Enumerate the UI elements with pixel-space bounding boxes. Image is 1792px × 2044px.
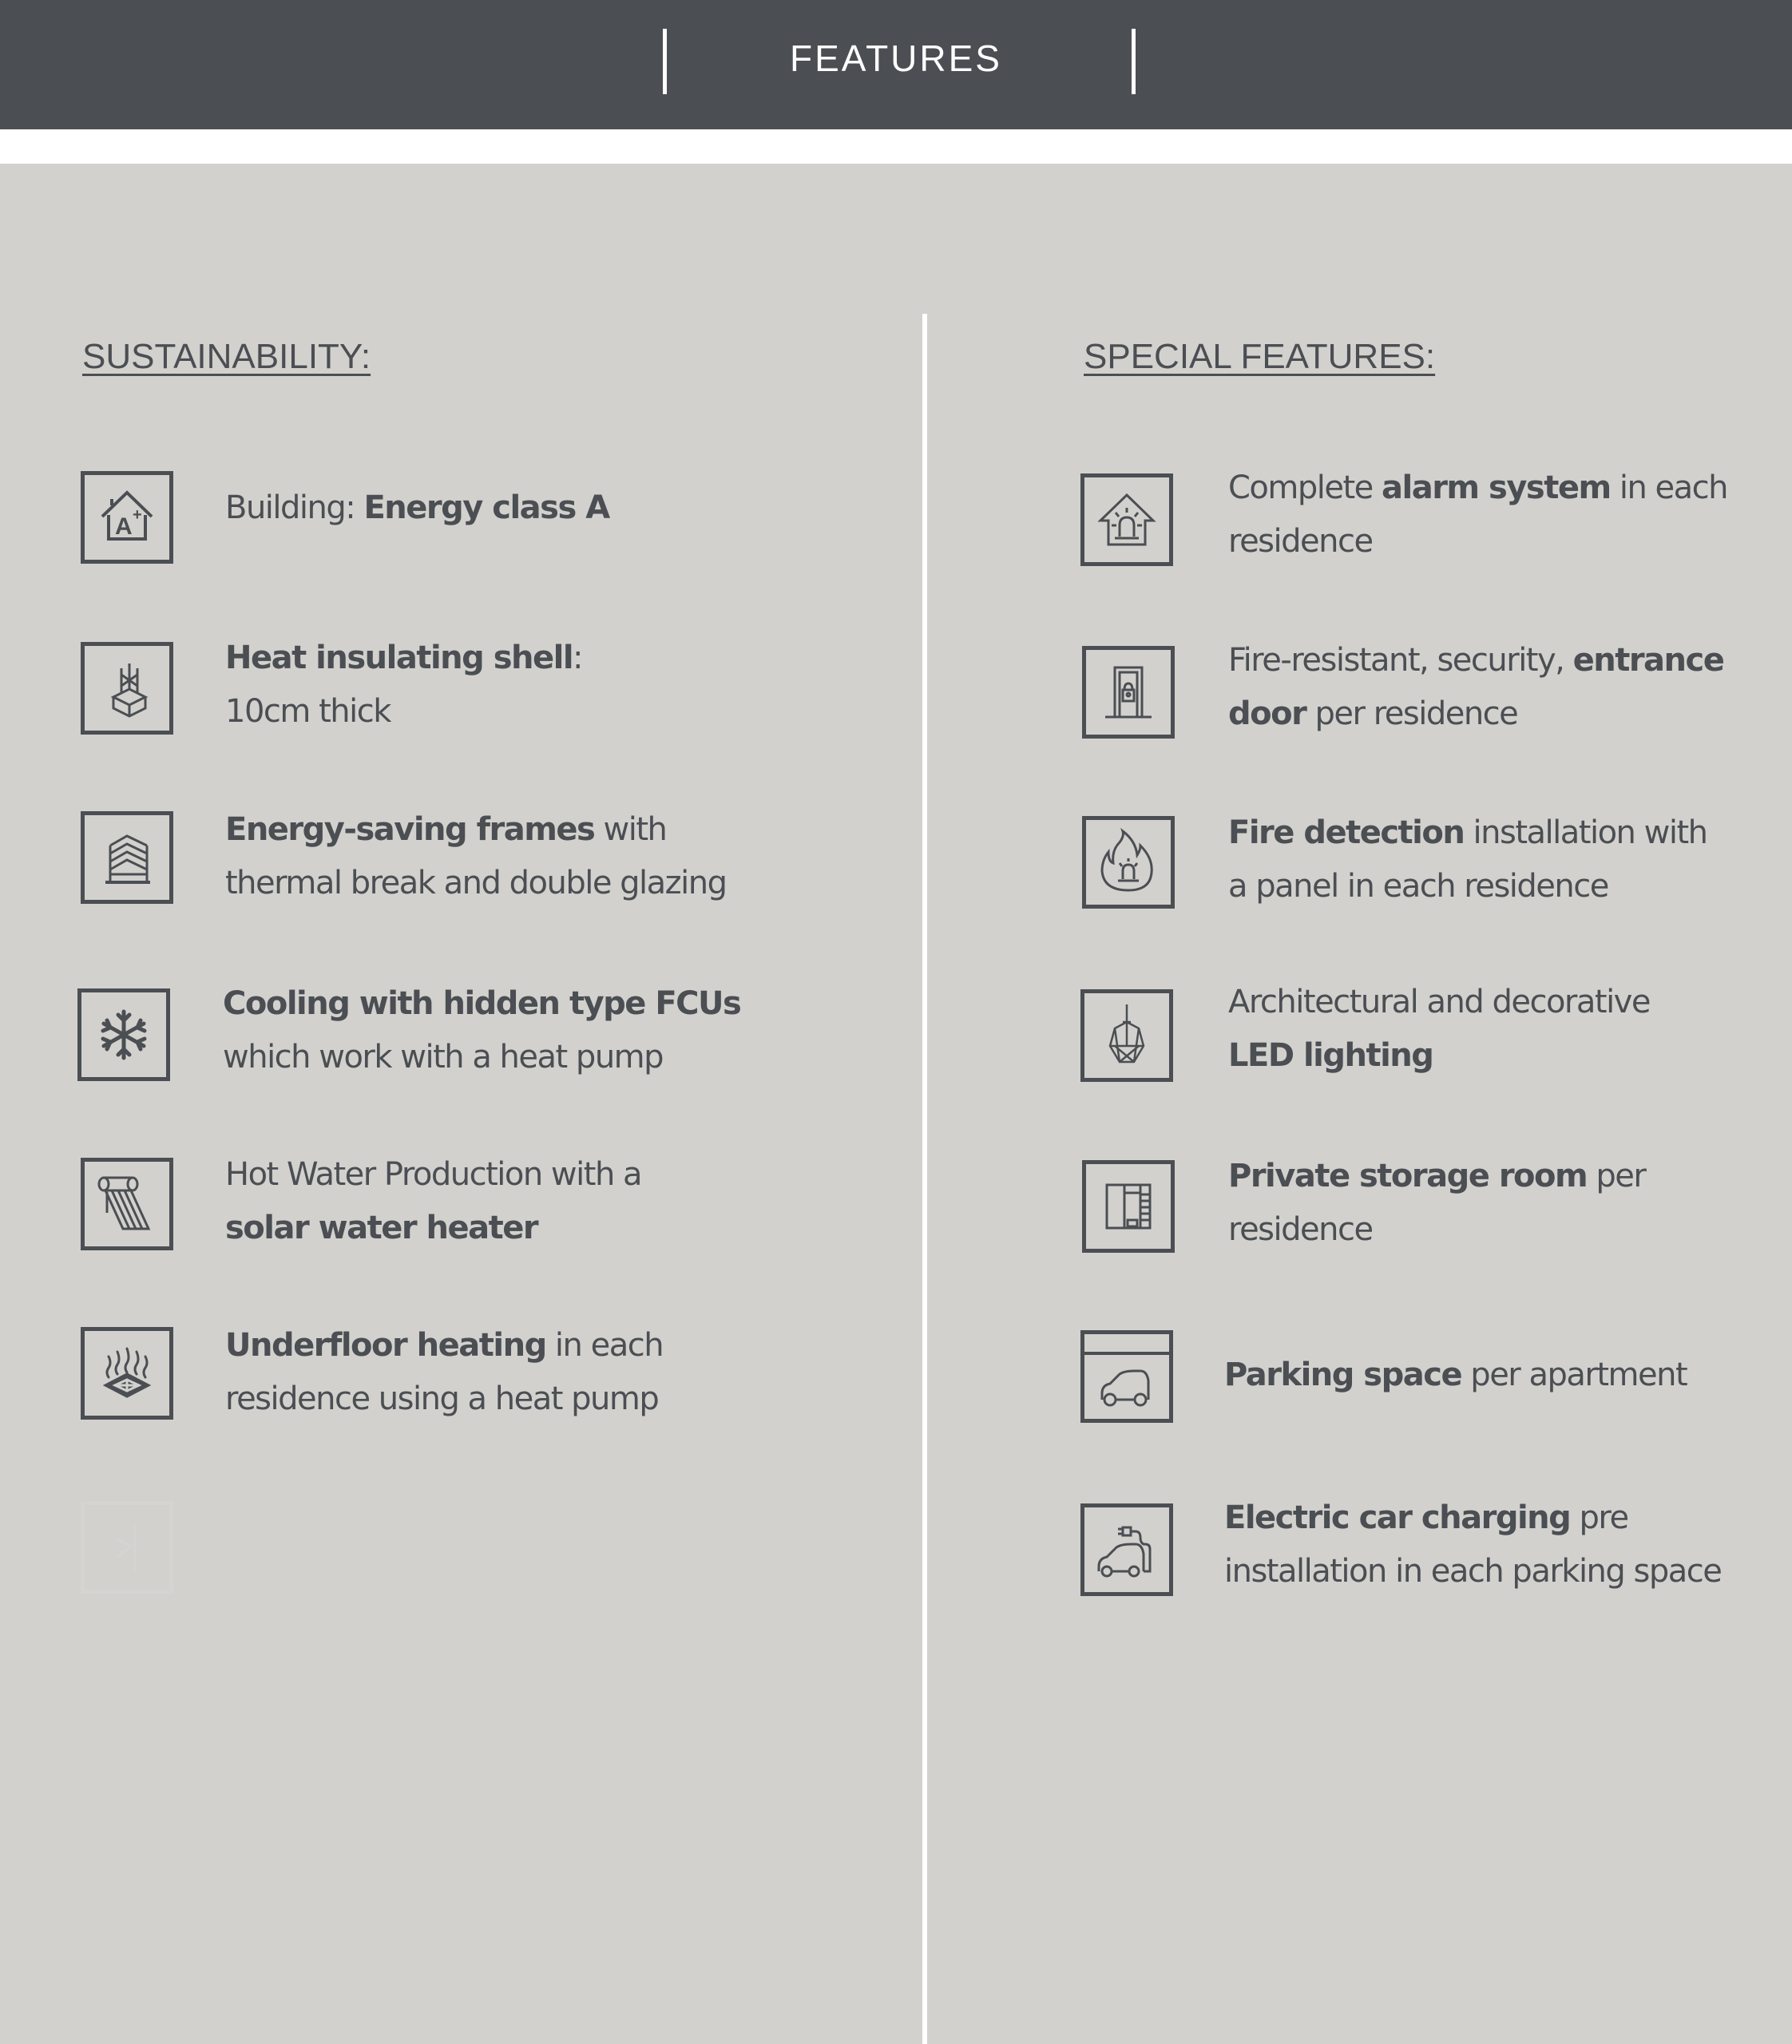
item-text-line	[1228, 515, 1727, 568]
item-text-line	[225, 857, 727, 910]
emphasis-text: entrance	[1572, 642, 1724, 679]
body-text: 10cm thick	[225, 693, 391, 730]
item-text	[225, 1148, 641, 1255]
item-text	[225, 632, 582, 739]
item-text-line	[1228, 1203, 1645, 1257]
body-text: which work with a heat pump	[223, 1039, 664, 1075]
body-text: Building:	[225, 489, 364, 526]
body-text: residence	[1228, 523, 1373, 560]
header-bar	[0, 0, 1792, 129]
emphasis-text: Electric car charging	[1224, 1499, 1571, 1536]
faded-placeholder-icon	[81, 1501, 173, 1594]
item-text	[223, 977, 740, 1084]
emphasis-text: Energy class A	[363, 489, 609, 526]
body-text: residence	[1228, 1211, 1373, 1248]
body-text: Architectural and decorative	[1228, 984, 1650, 1020]
item-text	[1224, 1349, 1687, 1402]
item-text-line	[1228, 461, 1727, 515]
storage-room-icon	[1082, 1160, 1175, 1253]
item-text-line	[1228, 687, 1723, 741]
body-text: :	[573, 640, 583, 676]
body-text: with	[594, 811, 667, 848]
svg-text:+: +	[133, 506, 142, 524]
item-text-line	[225, 1319, 663, 1373]
body-text: Hot Water Production with a	[225, 1156, 642, 1193]
body-text: thermal break and double glazing	[225, 865, 727, 901]
body-text: per apartment	[1461, 1357, 1687, 1393]
underfloor-heating-icon	[81, 1327, 173, 1420]
emphasis-text: Fire detection	[1228, 814, 1465, 851]
item-text-line	[225, 803, 727, 857]
item-text	[225, 803, 727, 910]
fire-detection-icon	[1082, 816, 1175, 909]
emphasis-text: solar water heater	[225, 1210, 538, 1246]
emphasis-text: Parking space	[1224, 1357, 1462, 1393]
item-text-line	[225, 1148, 641, 1202]
item-text-line	[225, 1202, 641, 1255]
body-text: Complete	[1228, 469, 1382, 506]
emphasis-text: door	[1228, 695, 1306, 732]
body-text: in each	[1610, 469, 1728, 506]
body-text: in each	[545, 1327, 664, 1364]
body-text: Fire-resistant, security,	[1228, 642, 1573, 679]
body-text: residence using a heat pump	[225, 1380, 659, 1417]
pendant-lamp-icon	[1080, 989, 1173, 1082]
header-divider-right	[1132, 29, 1136, 94]
item-text-line	[1228, 1150, 1645, 1203]
body-text: per residence	[1306, 695, 1518, 732]
snowflake-icon	[77, 988, 170, 1081]
item-text	[1228, 806, 1707, 913]
item-text-line	[1228, 806, 1707, 860]
column-divider	[922, 314, 927, 2044]
item-text	[1228, 634, 1723, 741]
emphasis-text: Underfloor heating	[225, 1327, 546, 1364]
window-frames-icon	[81, 811, 173, 904]
svg-text:A: A	[115, 513, 133, 540]
item-text-line	[225, 685, 582, 739]
parking-car-icon	[1080, 1330, 1173, 1423]
item-text-line	[1228, 1029, 1650, 1083]
emphasis-text: Energy-saving frames	[225, 811, 595, 848]
item-text-line	[1228, 634, 1723, 687]
item-text-line	[1224, 1545, 1721, 1598]
solar-water-heater-icon	[81, 1158, 173, 1250]
item-text-line	[1228, 976, 1650, 1029]
item-text	[225, 481, 609, 535]
item-text-line	[1224, 1491, 1721, 1545]
body-text: per	[1587, 1158, 1646, 1194]
header-white-band	[0, 129, 1792, 164]
item-text	[225, 1319, 663, 1426]
item-text-line	[223, 977, 740, 1031]
alarm-house-icon	[1080, 473, 1173, 566]
item-text-line	[1228, 860, 1707, 913]
body-text: pre	[1570, 1499, 1628, 1536]
item-text	[1224, 1491, 1721, 1598]
item-text-line	[225, 632, 582, 685]
emphasis-text: Heat insulating shell	[225, 640, 573, 676]
item-text	[1228, 461, 1727, 568]
item-text-line	[225, 1373, 663, 1426]
insulated-shell-icon	[81, 642, 173, 735]
energy-class-house-icon	[81, 471, 173, 564]
emphasis-text: Private storage room	[1228, 1158, 1588, 1194]
emphasis-text: alarm system	[1382, 469, 1611, 506]
body-text: installation in each parking space	[1224, 1553, 1722, 1590]
body-text: a panel in each residence	[1228, 868, 1608, 905]
ev-charging-icon	[1080, 1503, 1173, 1596]
body-text: installation with	[1464, 814, 1707, 851]
item-text-line	[223, 1031, 740, 1084]
emphasis-text: Cooling with hidden type FCUs	[223, 985, 741, 1022]
security-door-icon	[1082, 646, 1175, 739]
item-text-line	[225, 481, 609, 535]
item-text	[1228, 1150, 1645, 1257]
item-text-line	[1224, 1349, 1687, 1402]
emphasis-text: LED lighting	[1228, 1037, 1433, 1074]
section-title-sustainability: SUSTAINABILITY:	[82, 337, 371, 376]
section-title-special-features: SPECIAL FEATURES:	[1084, 337, 1436, 376]
item-text	[1228, 976, 1650, 1083]
page-title: FEATURES	[790, 38, 1002, 79]
